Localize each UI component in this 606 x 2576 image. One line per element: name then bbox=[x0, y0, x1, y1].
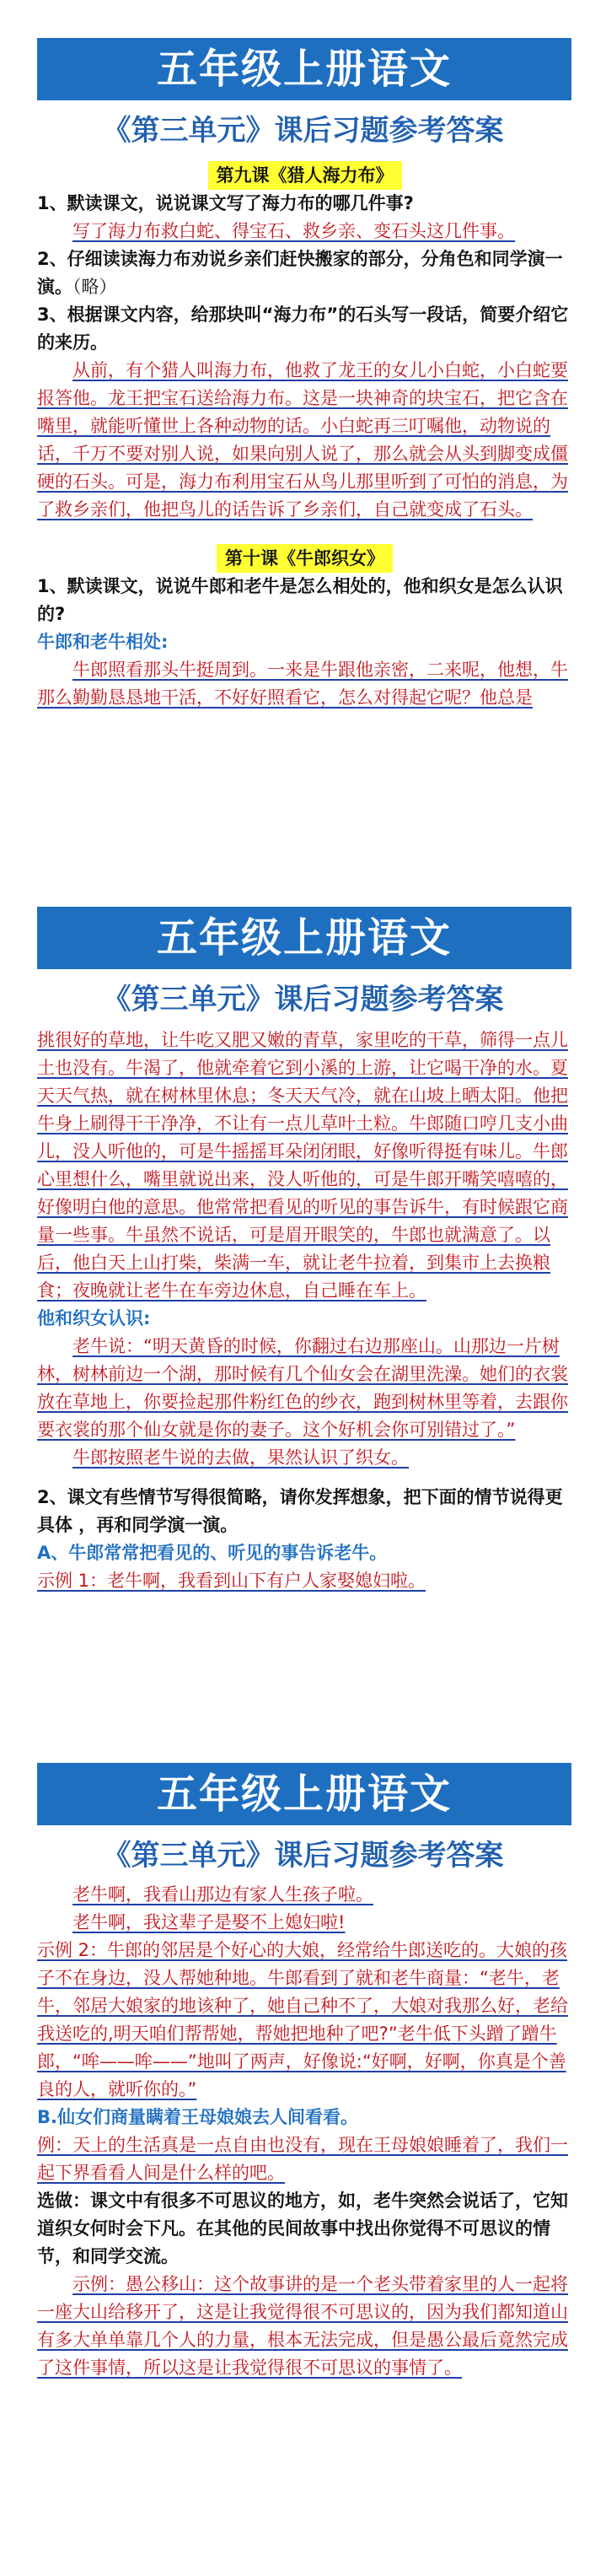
question-note: （略） bbox=[72, 277, 117, 297]
question: 1、默读课文，说说牛郎和老牛是怎么相处的，他和织女是怎么认识的? bbox=[37, 576, 563, 624]
lesson-title: 第九课《猎人海力布》 bbox=[208, 161, 402, 190]
question: 1、默读课文，说说课文写了海力布的哪几件事? bbox=[37, 193, 414, 213]
answer: 写了海力布救白蛇、得宝石、救乡亲、变石头这几件事。 bbox=[72, 221, 515, 241]
answer: 牛郎按照老牛说的去做，果然认识了织女。 bbox=[72, 1447, 409, 1468]
question: 选做：课文中有很多不可思议的地方，如，老牛突然会说话了，它知道织女何时会下凡。在其他的民间故事中找出你觉得不可思议的情节，和同学交流。 bbox=[37, 2191, 568, 2266]
page-banner: 五年级上册语文 bbox=[37, 1763, 571, 1825]
page-banner: 五年级上册语文 bbox=[37, 907, 571, 969]
answer: 老牛说：“明天黄昏的时候，你翻过右边那座山。山那边一片树林，树林前边一个湖，那时候有几个仙女会在湖里洗澡。她们的衣裳放在草地上，你要捡起那件粉红色的纱衣，跑到树林里等着，去跟你要衣裳的那个仙女就是你的妻子。这个好机会你可别错过了。” bbox=[37, 1336, 568, 1440]
page-subtitle: 《第三单元》课后习题参考答案 bbox=[102, 1839, 504, 1873]
section-heading: 牛郎和老牛相处: bbox=[37, 632, 169, 652]
page-section-2 bbox=[0, 907, 606, 1595]
page-banner: 五年级上册语文 bbox=[37, 38, 571, 100]
sub-question: A、牛郎常常把看见的、听见的事告诉老牛。 bbox=[37, 1543, 388, 1563]
question: 2、课文有些情节写得很简略，请你发挥想象，把下面的情节说得更具体 ，再和同学演一演。 bbox=[37, 1487, 563, 1535]
section-heading: 他和织女认识: bbox=[37, 1308, 151, 1328]
answer: 牛郎照看那头牛挺周到。一来是牛跟他亲密，二来呢，他想，牛那么勤勤恳恳地干活，不好好照看它，怎么对得起它呢？他总是 bbox=[37, 660, 568, 708]
page-section-3 bbox=[0, 1763, 606, 2382]
page-section-1 bbox=[0, 38, 606, 712]
sub-question: B.仙女们商量瞒着王母娘娘去人间看看。 bbox=[37, 2107, 358, 2127]
answer: 示例：愚公移山：这个故事讲的是一个老头带着家里的人一起将一座大山给移开了，这是让我觉得很不可思议的，因为我们都知道山有多大单单靠几个人的力量，根本无法完成，但是愚公最后竟然完成了这件事情，所以这是让我觉得很不可思议的事情了。 bbox=[37, 2274, 568, 2378]
answer: 老牛啊，我这辈子是娶不上媳妇啦! bbox=[72, 1912, 346, 1932]
question: 3、根据课文内容，给那块叫“海力布”的石头写一段话，简要介绍它的来历。 bbox=[37, 304, 569, 353]
page-subtitle: 《第三单元》课后习题参考答案 bbox=[102, 983, 504, 1016]
answer: 示例 1：老牛啊，我看到山下有户人家娶媳妇啦。 bbox=[37, 1571, 426, 1591]
answer: 挑很好的草地，让牛吃又肥又嫩的青草，家里吃的干草，筛得一点儿土也没有。牛渴了，他就牵着它到小溪的上游，让它喝干净的水。夏天天气热，就在树林里休息；冬天天气冷，就在山坡上晒太阳。他把牛身上刷得干干净净，不让有一点儿草叶土粒。牛郎随口哼几支小曲儿，没人听他的，可是牛摇摇耳朵闭闭眼，好像听得挺有味儿。牛郎心里想什么，嘴里就说出来，没人听他的，可是牛郎开嘴笑嘻嘻的，好像明白他的意思。他常常把看见的听见的事告诉牛，有时候跟它商量一些事。牛虽然不说话，可是眉开眼笑的，牛郎也就满意了。以后，他白天上山打柴，柴满一车，就让老牛拉着，到集市上去换粮食；夜晚就让老牛在车旁边休息，自己睡在车上。 bbox=[37, 1030, 568, 1301]
answer: 例：天上的生活真是一点自由也没有，现在王母娘娘睡着了，我们一起下界看看人间是什么样的吧。 bbox=[37, 2135, 568, 2183]
page-subtitle: 《第三单元》课后习题参考答案 bbox=[102, 114, 504, 148]
answer: 从前，有个猎人叫海力布，他救了龙王的女儿小白蛇，小白蛇要报答他。龙王把宝石送给海力布。这是一块神奇的块宝石，把它含在嘴里，就能听懂世上各种动物的话。小白蛇再三叮嘱他，动物说的话，千万不要对别人说，如果向别人说了，那么就会从头到脚变成僵硬的石头。可是，海力布利用宝石从鸟儿那里听到了可怕的消息，为了救乡亲们，他把鸟儿的话告诉了乡亲们，自己就变成了石头。 bbox=[37, 360, 568, 520]
answer: 示例 2：牛郎的邻居是个好心的大娘，经常给牛郎送吃的。大娘的孩子不在身边，没人帮她种地。牛郎看到了就和老牛商量：“老牛，老牛，邻居大娘家的地该种了，她自己种不了，大娘对我那么好，老给我送吃的,明天咱们帮帮她，帮她把地种了吧?”老牛低下头蹭了蹭牛郎，“哞——哞——”地叫了两声，好像说:“好啊，好啊，你真是个善良的人，就听你的。” bbox=[37, 1940, 568, 2099]
question: 2、仔细读读海力布劝说乡亲们赶快搬家的部分，分角色和同学演一演。（略） bbox=[37, 249, 563, 297]
answer: 老牛啊，我看山那边有家人生孩子啦。 bbox=[72, 1884, 373, 1905]
lesson-title: 第十课《牛郎织女》 bbox=[217, 544, 393, 573]
